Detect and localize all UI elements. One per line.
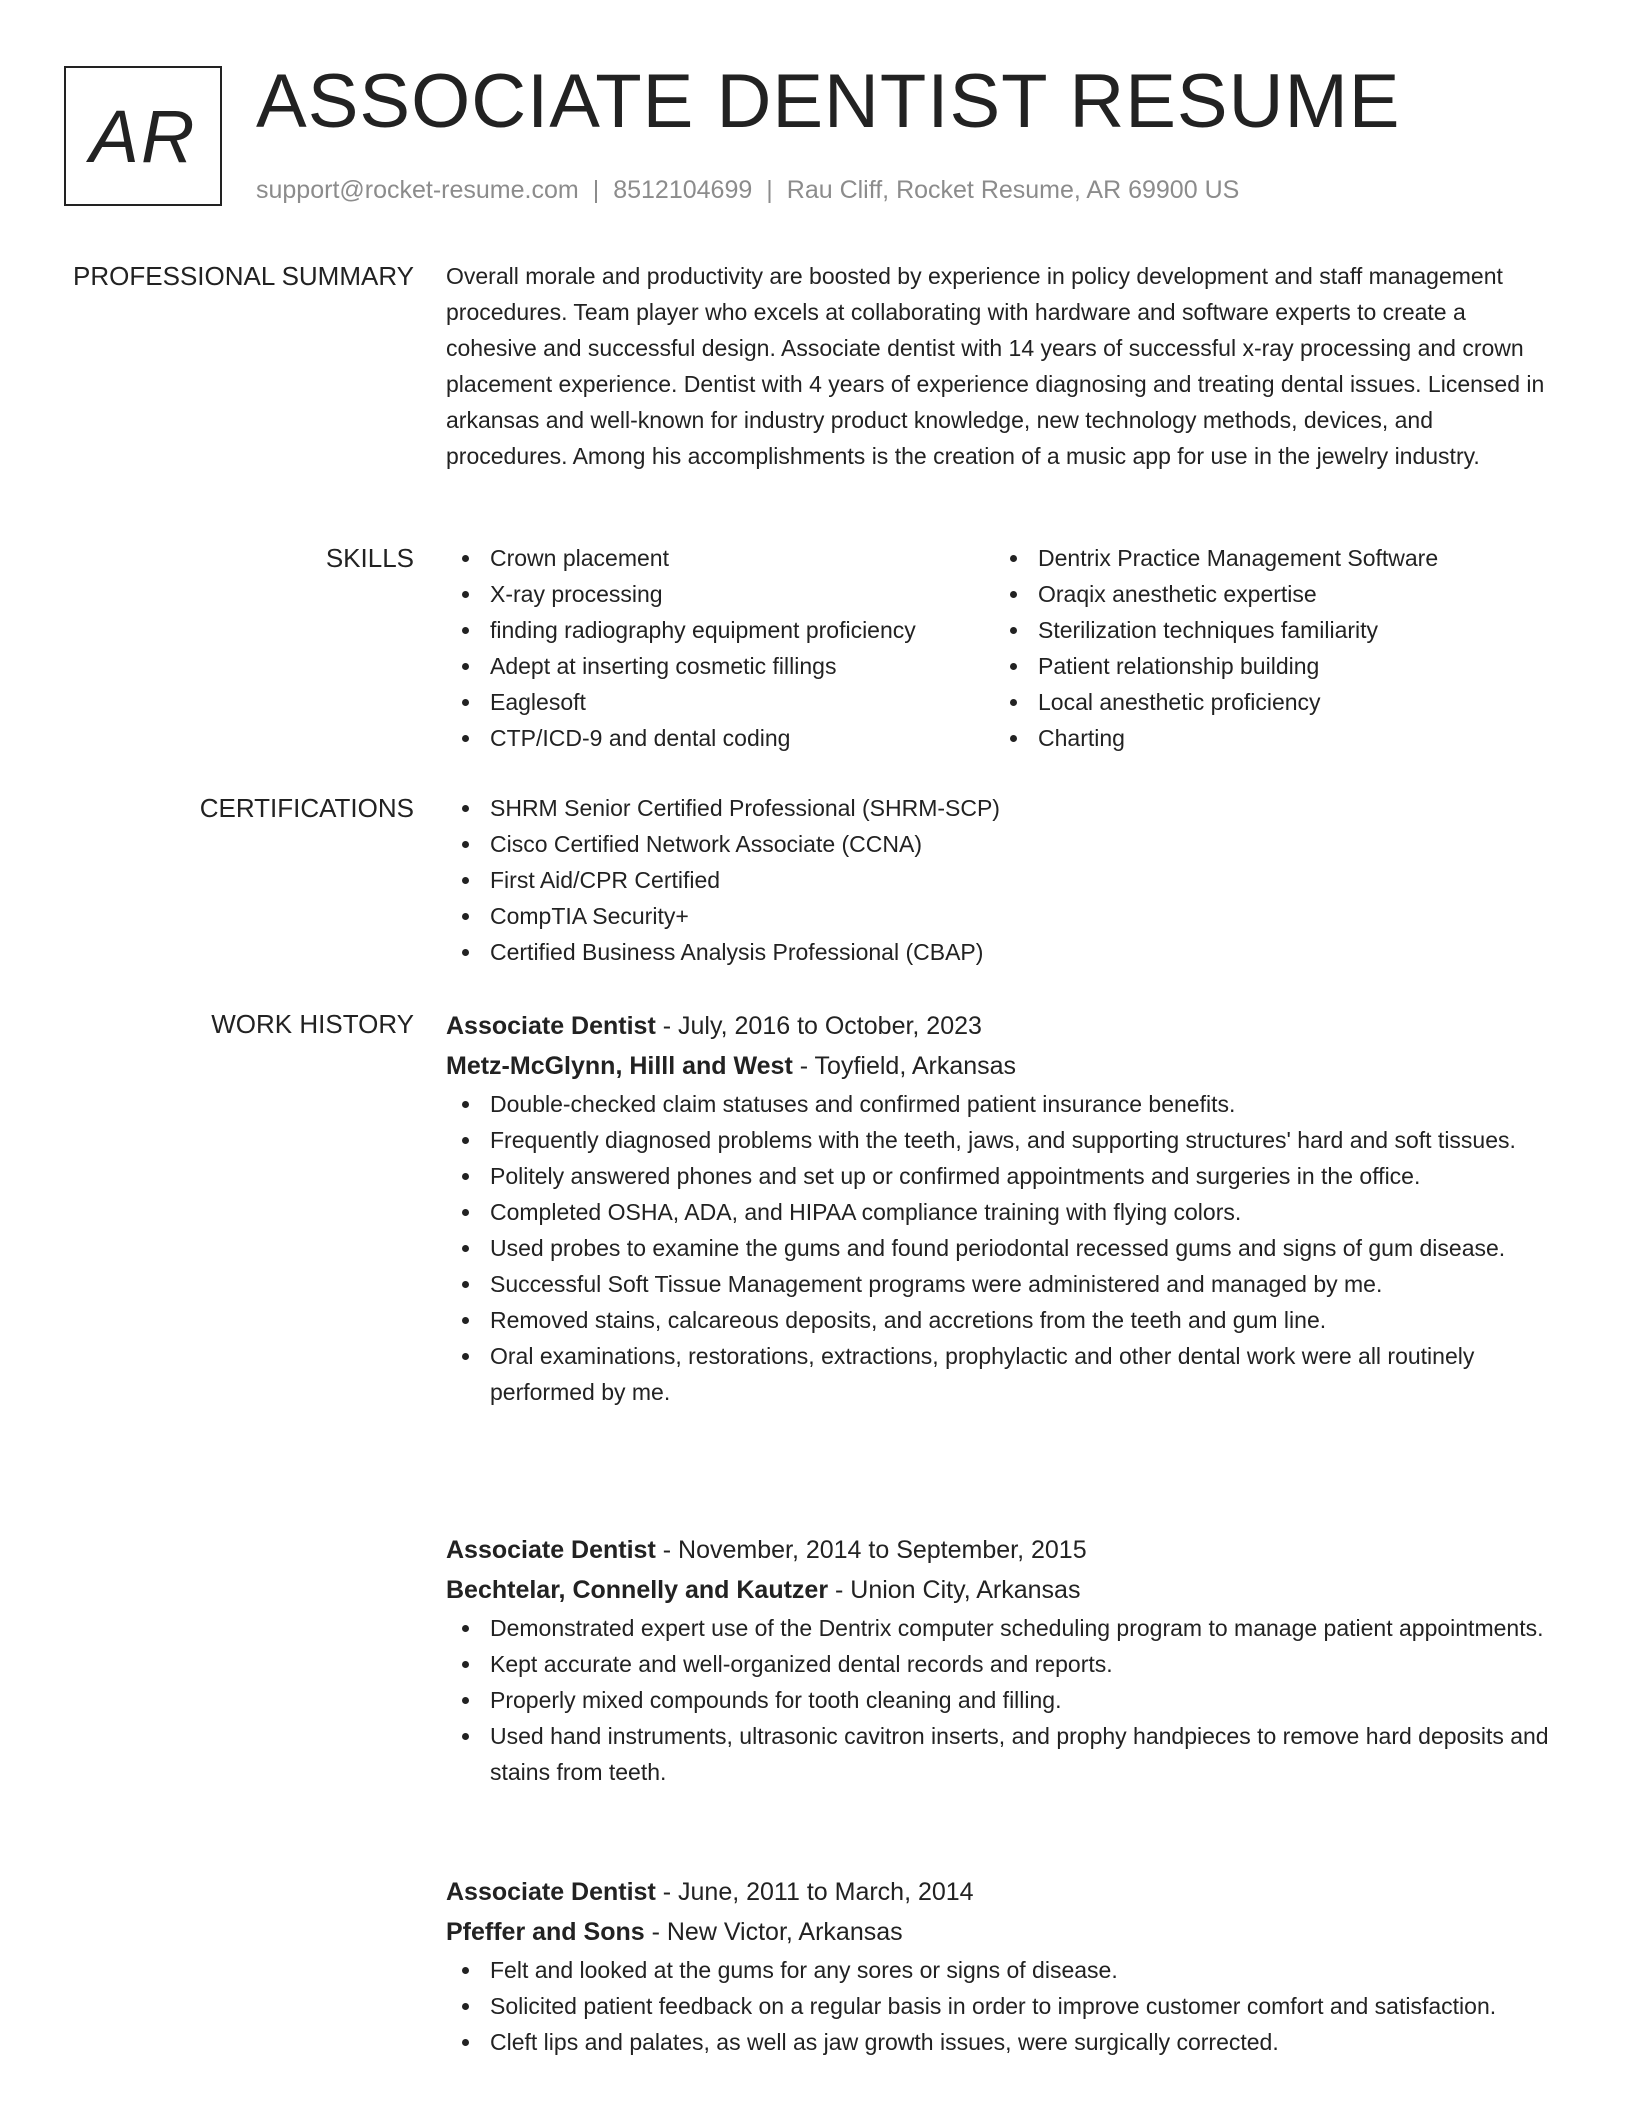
summary-text: Overall morale and productivity are boosted by experience in policy development and staff management procedures. Team player who excels at collaborating with hardware and software experts to create a cohesive and successful design. Associate dentist with 14 years of successful x-ray processing and crown placement experience. Dentist with 4 years of experience diagnosing and treating dental issues. Licensed in arkansas and well-known for industry product knowledge, new technology methods, devices, and procedures. Among his accomplishments is the creation of a music app for use in the jewelry industry.	[446, 263, 1545, 469]
job-title-line	[446, 1872, 1556, 1912]
list-item: Completed OSHA, ADA, and HIPAA compliance training with flying colors.	[446, 1194, 1556, 1230]
list-item: Adept at inserting cosmetic fillings	[446, 648, 994, 684]
job-title: Associate Dentist	[446, 1878, 656, 1906]
job-entry	[446, 1530, 1556, 1790]
section-label-summary: PROFESSIONAL SUMMARY	[73, 261, 414, 291]
job-location: - New Victor, Arkansas	[644, 1918, 903, 1946]
list-item: finding radiography equipment proficiency	[446, 612, 994, 648]
certifications-list	[446, 790, 1556, 970]
job-company: Metz-McGlynn, Hilll and West	[446, 1052, 793, 1080]
section-label-skills: SKILLS	[325, 543, 414, 573]
job-dates: - June, 2011 to March, 2014	[655, 1878, 974, 1906]
job-dates: - July, 2016 to October, 2023	[655, 1012, 982, 1040]
list-item: Removed stains, calcareous deposits, and accretions from the teeth and gum line.	[446, 1302, 1556, 1338]
contact-separator: |	[766, 176, 773, 204]
list-item: Certified Business Analysis Professional (CBAP)	[446, 934, 1556, 970]
list-item: Oral examinations, restorations, extractions, prophylactic and other dental work were all routinely performed by me.	[446, 1338, 1556, 1410]
list-item: Eaglesoft	[446, 684, 994, 720]
summary-content	[446, 258, 1556, 474]
list-item: Patient relationship building	[994, 648, 1542, 684]
contact-line	[256, 172, 1239, 208]
list-item: Charting	[994, 720, 1542, 756]
job-bullets	[446, 1952, 1556, 2060]
job-title-line	[446, 1006, 1556, 1046]
list-item: CTP/ICD-9 and dental coding	[446, 720, 994, 756]
job-company: Bechtelar, Connelly and Kautzer	[446, 1576, 829, 1604]
list-item: Local anesthetic proficiency	[994, 684, 1542, 720]
skills-list-left	[446, 540, 994, 756]
list-item: Dentrix Practice Management Software	[994, 540, 1542, 576]
monogram-initials: AR	[89, 94, 197, 178]
list-item: First Aid/CPR Certified	[446, 862, 1556, 898]
job-title: Associate Dentist	[446, 1012, 656, 1040]
skills-content	[446, 540, 1556, 756]
resume-title: ASSOCIATE DENTIST RESUME	[256, 59, 1401, 144]
job-entry	[446, 1006, 1556, 1410]
job-company-line	[446, 1912, 1556, 1952]
list-item: Sterilization techniques familiarity	[994, 612, 1542, 648]
job-dates: - November, 2014 to September, 2015	[655, 1536, 1087, 1564]
list-item: Felt and looked at the gums for any sores or signs of disease.	[446, 1952, 1556, 1988]
job-entry	[446, 1872, 1556, 2060]
section-label-work-history: WORK HISTORY	[211, 1009, 414, 1039]
monogram-logo	[64, 66, 222, 206]
list-item: X-ray processing	[446, 576, 994, 612]
list-item: SHRM Senior Certified Professional (SHRM-SCP)	[446, 790, 1556, 826]
list-item: Used hand instruments, ultrasonic cavitron inserts, and prophy handpieces to remove hard deposits and stains from teeth.	[446, 1718, 1556, 1790]
list-item: Demonstrated expert use of the Dentrix computer scheduling program to manage patient appointments.	[446, 1610, 1556, 1646]
list-item: Successful Soft Tissue Management programs were administered and managed by me.	[446, 1266, 1556, 1302]
contact-address: Rau Cliff, Rocket Resume, AR 69900 US	[786, 176, 1240, 204]
list-item: Kept accurate and well-organized dental records and reports.	[446, 1646, 1556, 1682]
job-title: Associate Dentist	[446, 1536, 656, 1564]
list-item: Double-checked claim statuses and confirmed patient insurance benefits.	[446, 1086, 1556, 1122]
list-item: Cisco Certified Network Associate (CCNA)	[446, 826, 1556, 862]
contact-email[interactable]: support@rocket-resume.com	[256, 176, 579, 204]
list-item: Cleft lips and palates, as well as jaw growth issues, were surgically corrected.	[446, 2024, 1556, 2060]
job-bullets	[446, 1610, 1556, 1790]
certifications-content	[446, 790, 1556, 970]
list-item: Properly mixed compounds for tooth cleaning and filling.	[446, 1682, 1556, 1718]
job-title-line	[446, 1530, 1556, 1570]
list-item: Used probes to examine the gums and found periodontal recessed gums and signs of gum disease.	[446, 1230, 1556, 1266]
job-location: - Union City, Arkansas	[828, 1576, 1081, 1604]
contact-phone[interactable]: 8512104699	[613, 176, 753, 204]
list-item: Frequently diagnosed problems with the teeth, jaws, and supporting structures' hard and soft tissues.	[446, 1122, 1556, 1158]
list-item: Oraqix anesthetic expertise	[994, 576, 1542, 612]
job-location: - Toyfield, Arkansas	[792, 1052, 1017, 1080]
job-bullets	[446, 1086, 1556, 1410]
job-company-line	[446, 1046, 1556, 1086]
job-company: Pfeffer and Sons	[446, 1918, 645, 1946]
section-label-certifications: CERTIFICATIONS	[199, 793, 414, 823]
list-item: Politely answered phones and set up or confirmed appointments and surgeries in the office.	[446, 1158, 1556, 1194]
contact-separator: |	[592, 176, 600, 204]
list-item: CompTIA Security+	[446, 898, 1556, 934]
skills-list-right	[994, 540, 1542, 756]
list-item: Crown placement	[446, 540, 994, 576]
list-item: Solicited patient feedback on a regular basis in order to improve customer comfort and satisfaction.	[446, 1988, 1556, 2024]
job-company-line	[446, 1570, 1556, 1610]
